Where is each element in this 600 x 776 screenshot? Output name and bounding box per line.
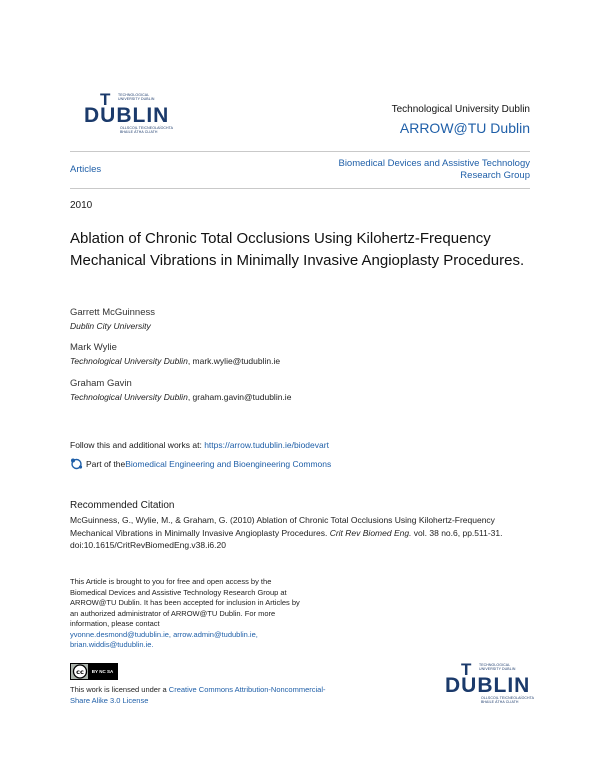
author-block-2 xyxy=(70,342,280,366)
author-affiliation: Technological University Dublin, mark.wylie@tudublin.ie xyxy=(70,356,281,366)
logo-top-letter: T xyxy=(461,660,473,679)
author-block-3 xyxy=(70,378,291,402)
tu-dublin-logo-bottom xyxy=(445,660,535,710)
creative-commons-icon xyxy=(72,664,88,679)
follow-line: Follow this and additional works at: https://arrow.tudublin.ie/biodevart xyxy=(70,440,329,450)
follow-url-link[interactable]: https://arrow.tudublin.ie/biodevart xyxy=(204,440,329,450)
citation-heading: Recommended Citation xyxy=(70,500,175,511)
tu-dublin-logo-top xyxy=(84,90,174,140)
category-link[interactable]: Articles xyxy=(70,164,102,175)
access-statement: This Article is brought to you for free and open access by the Biomedical Devices and Assistive Technology Research Group at ARROW@TU Dublin. It has been accepted for inclusion in Articles by an authorized administrator of ARROW@TU Dublin. For more information, please contact yvonne.desmond@tudublin.ie, arrow.admin@tudublin.ie, brian.widdis@tudublin.ie. xyxy=(70,577,302,651)
institution-name: Technological University Dublin xyxy=(391,104,530,115)
logo-small-text: TECHNOLOGICAL UNIVERSITY DUBLIN xyxy=(118,93,155,101)
logo-small-text-bottom: OLLSCOIL TEICNEOLAÍOCHTA BHAILE ÁTHA CLIATH xyxy=(120,126,174,134)
author-affiliation: Technological University Dublin, graham.gavin@tudublin.ie xyxy=(70,392,292,402)
logo-small-text-bottom: OLLSCOIL TEICNEOLAÍOCHTA BHAILE ÁTHA CLIATH xyxy=(481,696,535,704)
svg-text:cc: cc xyxy=(76,668,84,677)
author-name: Garrett McGuinness xyxy=(70,307,155,318)
logo-small-text: TECHNOLOGICAL UNIVERSITY DUBLIN xyxy=(479,663,516,671)
commons-link[interactable]: Biomedical Engineering and Bioengineering Commons xyxy=(125,459,332,469)
group-link[interactable]: Biomedical Devices and Assistive Technology Research Group xyxy=(338,158,530,181)
contact-emails[interactable]: yvonne.desmond@tudublin.ie, arrow.admin@tudublin.ie, brian.widdis@tudublin.ie. xyxy=(70,629,258,649)
repository-link[interactable]: ARROW@TU Dublin xyxy=(399,120,530,136)
cc-license-link[interactable]: Creative Commons Attribution-Noncommercial-Share Alike 3.0 License xyxy=(70,685,326,705)
cc-badge-terms: BY NC SA xyxy=(88,664,117,679)
cc-license-badge[interactable] xyxy=(70,663,118,680)
logo-word: DUBLIN xyxy=(445,674,531,697)
license-line: This work is licensed under a Creative Commons Attribution-Noncommercial-Share Alike 3.0 License xyxy=(70,685,326,705)
author-affiliation: Dublin City University xyxy=(70,321,151,331)
article-title: Ablation of Chronic Total Occlusions Using Kilohertz-Frequency Mechanical Vibrations in Minimally Invasive Angioplasty Procedures. xyxy=(70,230,525,269)
author-name: Mark Wylie xyxy=(70,342,117,353)
divider-top xyxy=(70,151,530,152)
logo-word: DUBLIN xyxy=(84,104,170,127)
author-name: Graham Gavin xyxy=(70,378,132,389)
part-of-line: Part of the Biomedical Engineering and Bioengineering Commons xyxy=(70,458,331,470)
divider-bottom xyxy=(70,188,530,189)
publication-year: 2010 xyxy=(70,200,93,211)
logo-top-letter: T xyxy=(100,90,112,109)
author-block-1 xyxy=(70,307,155,331)
network-icon xyxy=(70,458,83,470)
citation-body: McGuinness, G., Wylie, M., & Graham, G. (2010) Ablation of Chronic Total Occlusions Using Kilohertz-Frequency Mechanical Vibrations in Minimally Invasive Angioplasty Procedures. Crit Rev Biomed Eng. vol. 38 no.6, pp.511-31. doi:10.1615/CritRevBiomedEng.v38.i6.20 xyxy=(70,515,503,550)
